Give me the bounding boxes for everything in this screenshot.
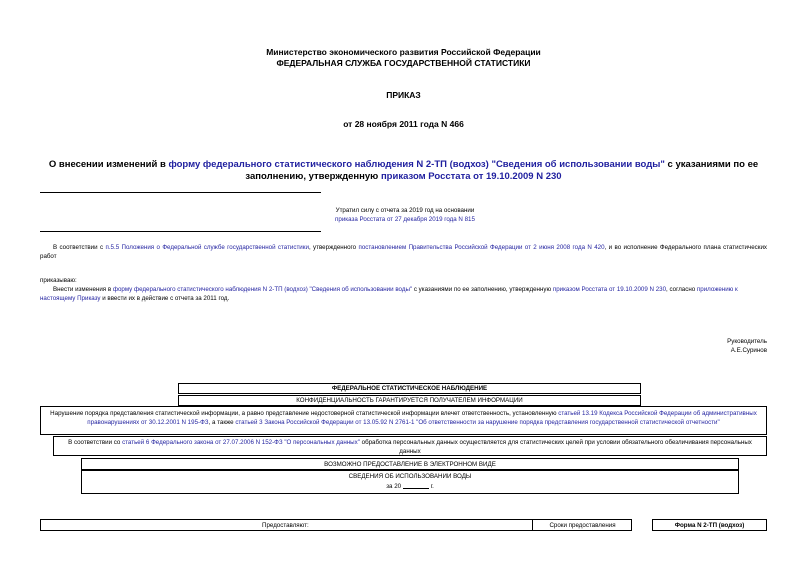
p2-text-d: и ввести их в действие с отчета за 2011 год. <box>100 295 230 302</box>
p1-text-a: В соответствии с <box>53 244 106 251</box>
report-title-box <box>81 470 739 494</box>
repeal-notice <box>305 206 505 224</box>
deadline-label: Сроки предоставления <box>549 522 616 529</box>
personal-data-box <box>53 436 767 456</box>
electronic-label: ВОЗМОЖНО ПРЕДОСТАВЛЕНИЕ В ЭЛЕКТРОННОМ ВИДЕ <box>324 461 496 468</box>
electronic-box <box>81 458 739 470</box>
confidential-box <box>178 395 641 406</box>
signature-block <box>727 337 767 355</box>
liability-box <box>40 406 767 435</box>
p1-link-resolution[interactable]: постановлением Правительства Российской Федерации от 2 июня 2008 года N 420 <box>358 244 605 251</box>
personal-text-b: обработка персональных данных осуществляется для статистических целей при условии обязательного обезличивания персональных данных <box>359 439 752 455</box>
provide-row <box>40 519 632 531</box>
form-code-box <box>652 519 767 531</box>
ministry-heading: Министерство экономического развития Российской Федерации <box>266 47 541 57</box>
repeal-notice-text: Утратил силу с отчета за 2019 год на основании <box>335 207 475 214</box>
signature-role: Руководитель <box>727 338 767 345</box>
form-code-label: Форма N 2-ТП (водхоз) <box>674 522 745 529</box>
title-text-2: с указаниями по ее заполнению, утвержденную <box>245 159 759 182</box>
p2-text-c: , согласно <box>666 286 697 293</box>
paragraph-order <box>40 285 767 303</box>
liability-text-a: Нарушение порядка представления статистической информации, а равно представление недостоверной статистической информации влечет ответственность, установленную <box>50 410 559 417</box>
year-prefix: за 20 <box>386 483 402 490</box>
p2-text-b: с указаниями по ее заполнению, утвержденную <box>412 286 553 293</box>
document-date: от 28 ноября 2011 года N 466 <box>343 119 464 129</box>
liability-link-law[interactable]: статьей 3 Закона Российской Федерации от 13.05.92 N 2761-1 "Об ответственности за нарушение порядка представления государственной статистической отчетности" <box>235 419 720 426</box>
liability-text-b: , а также <box>208 419 236 426</box>
confidential-label: КОНФИДЕНЦИАЛЬНОСТЬ ГАРАНТИРУЕТСЯ ПОЛУЧАТЕЛЕМ ИНФОРМАЦИИ <box>296 397 523 404</box>
liability-text <box>47 409 760 427</box>
p2-link-appendix[interactable]: приложению к настоящему Приказу <box>40 286 738 302</box>
year-suffix: г. <box>430 483 434 490</box>
order-word: приказываю: <box>40 277 77 284</box>
title-link-form[interactable]: форму федерального статистического наблюдения N 2-ТП (водхоз) "Сведения об использовании воды" <box>168 159 665 170</box>
personal-text-a: В соответствии со <box>68 439 123 446</box>
personal-link-law[interactable]: статьей 6 Федерального закона от 27.07.2006 N 152-ФЗ "О персональных данных" <box>122 439 360 446</box>
p2-link-form[interactable]: форму федерального статистического наблюдения N 2-ТП (водхоз) "Сведения об использовании воды" <box>112 286 413 293</box>
observation-label: ФЕДЕРАЛЬНОЕ СТАТИСТИЧЕСКОЕ НАБЛЮДЕНИЕ <box>331 385 488 392</box>
signature-name: А.Е.Суринов <box>730 347 767 354</box>
report-title: СВЕДЕНИЯ ОБ ИСПОЛЬЗОВАНИИ ВОДЫ <box>348 473 472 480</box>
document-type: ПРИКАЗ <box>386 90 421 100</box>
observation-box <box>178 383 641 394</box>
title-text-1: О внесении изменений в <box>48 159 169 170</box>
p1-link-regulation[interactable]: п.5.5 Положения о Федеральной службе государственной статистики <box>105 244 309 251</box>
divider-bottom <box>40 231 321 232</box>
divider-top <box>40 192 321 193</box>
liability-link-code[interactable]: статьей 13.19 Кодекса Российской Федерации об административных правонарушениях от 30.12.2001 N 195-ФЗ <box>87 410 757 426</box>
report-year <box>82 483 738 490</box>
document-title <box>40 159 767 183</box>
service-heading: ФЕДЕРАЛЬНАЯ СЛУЖБА ГОСУДАРСТВЕННОЙ СТАТИСТИКИ <box>276 58 531 68</box>
paragraph-basis <box>40 243 767 261</box>
repeal-notice-link[interactable]: приказа Росстата от 27 декабря 2019 года N 815 <box>335 216 475 223</box>
p2-text-a: Внести изменения в <box>53 286 113 293</box>
p1-text-c: , и во исполнение Федерального плана статистических работ <box>40 244 767 260</box>
year-blank <box>403 488 429 489</box>
p1-text-b: , утвержденного <box>308 244 359 251</box>
provide-label: Предоставляют: <box>262 522 309 529</box>
p2-link-order[interactable]: приказом Росстата от 19.10.2009 N 230 <box>552 286 667 293</box>
title-link-order[interactable]: приказом Росстата от 19.10.2009 N 230 <box>380 171 562 182</box>
personal-data-text <box>58 438 762 456</box>
